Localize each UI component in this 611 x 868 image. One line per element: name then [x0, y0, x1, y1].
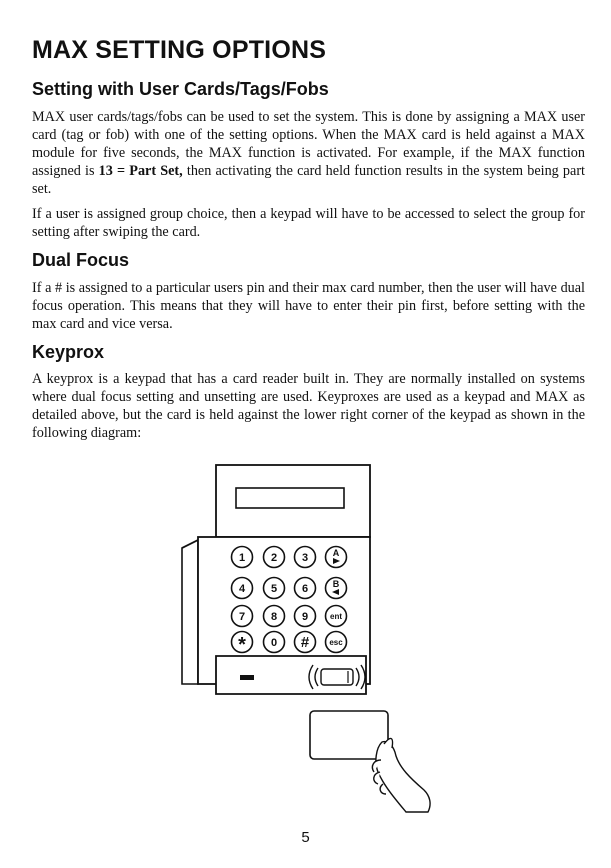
hand-icon: [372, 738, 430, 812]
key-label: B: [332, 579, 340, 589]
key-esc[interactable]: [326, 632, 347, 653]
key-2[interactable]: [264, 547, 285, 568]
key-label: 1: [238, 552, 246, 564]
key-6[interactable]: [295, 578, 316, 599]
section-heading-user-cards: Setting with User Cards/Tags/Fobs: [32, 79, 329, 99]
section-heading-keyprox: Keyprox: [32, 342, 105, 362]
key-7[interactable]: [232, 606, 253, 627]
keypad-display-screen: [236, 488, 344, 508]
paragraph-dual-focus: If a # is assigned to a particular users pin and their max card number, then the user will have dual focus operation. This means that they will have to enter their pin first, before setting with the max card and vice versa.: [32, 280, 585, 332]
key-A[interactable]: [326, 547, 347, 568]
bold-part-set: 13 = Part Set,: [98, 163, 183, 179]
key-label: ent: [330, 612, 342, 621]
keyprox-diagram: [170, 460, 450, 820]
key-8[interactable]: [264, 606, 285, 627]
key-label: #: [300, 634, 310, 651]
key-3[interactable]: [295, 547, 316, 568]
page-title: MAX SETTING OPTIONS: [32, 36, 327, 64]
key-label: 3: [301, 552, 309, 564]
key-label: 8: [270, 611, 278, 623]
key-hash[interactable]: [295, 632, 316, 653]
paragraph-user-cards-1: MAX user cards/tags/fobs can be used to set the system. This is done by assigning a MAX user card (tag or fob) with one of the setting options. When the MAX card is held against a MAX module for five seconds, the MAX function is activated. For example, if the MAX function assigned is 13 = Part Set, then activating the card held function results in the system being part set.: [32, 109, 585, 197]
key-1[interactable]: [232, 547, 253, 568]
key-label: 5: [270, 583, 278, 595]
paragraph-user-cards-2: If a user is assigned group choice, then a keypad will have to be accessed to select the group for setting after swiping the card.: [32, 206, 585, 240]
key-0[interactable]: [264, 632, 285, 653]
key-ent[interactable]: [326, 606, 347, 627]
key-label: A: [332, 548, 340, 558]
page-number: 5: [301, 829, 310, 846]
key-label: *: [238, 634, 246, 656]
keypad-led-indicator: [240, 675, 254, 680]
key-label: 0: [270, 637, 278, 649]
keypad-side-bracket: [182, 540, 198, 684]
key-B[interactable]: [326, 578, 347, 599]
key-label: 2: [270, 552, 278, 564]
key-9[interactable]: [295, 606, 316, 627]
key-label: 7: [238, 611, 246, 623]
key-label: esc: [329, 638, 343, 647]
paragraph-keyprox: A keyprox is a keypad that has a card reader built in. They are normally installed on systems where dual focus setting and unsetting are used. Keyproxes are used as a keypad and MAX as detailed above, but the card is held against the lower right corner of the keypad as shown in the following diagram:: [32, 371, 585, 441]
key-label: 9: [301, 611, 309, 623]
section-heading-dual-focus: Dual Focus: [32, 250, 130, 270]
key-4[interactable]: [232, 578, 253, 599]
key-label: 4: [238, 583, 246, 595]
key-5[interactable]: [264, 578, 285, 599]
key-label: 6: [301, 583, 309, 595]
